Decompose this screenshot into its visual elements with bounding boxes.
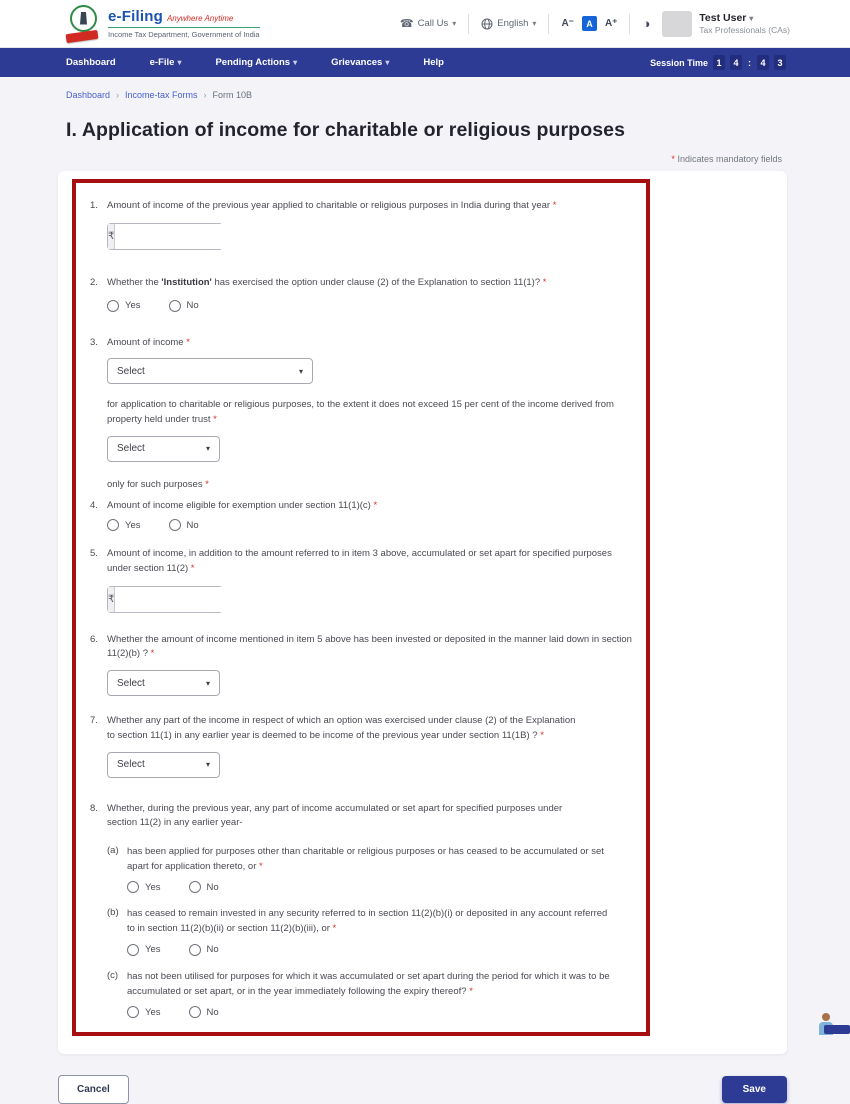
caret-down-icon: ▾ <box>205 760 210 770</box>
form-footer <box>58 1075 787 1104</box>
india-emblem-icon <box>66 5 100 43</box>
font-normal-button[interactable]: A <box>582 16 597 31</box>
nav-efile[interactable]: e-File ▾ <box>149 57 182 68</box>
user-name: Test User ▾ <box>699 11 754 24</box>
chevron-right-icon: › <box>116 90 120 100</box>
question-3-continuation-label: for application to charitable or religious purposes, to the extent it does not exceed 15 per cent of the income derived from property held under trust * <box>107 399 614 426</box>
breadcrumb-dashboard[interactable]: Dashboard <box>66 90 111 100</box>
session-digit: 3 <box>774 55 786 70</box>
caret-down-icon: ▾ <box>205 444 210 454</box>
question-6: 6. Whether the amount of income mentioned in item 5 above has been invested or deposited in the manner laid down in section 11(2)(b) ? * Select ▾ <box>90 633 632 696</box>
caret-down-icon: ▾ <box>749 13 754 23</box>
caret-down-icon: ▾ <box>293 58 298 67</box>
q5-amount-field[interactable] <box>115 587 259 612</box>
question-2-label: Whether the 'Institution' has exercised the option under clause (2) of the Explanation to section 11(1)? * <box>107 276 547 288</box>
caret-down-icon: ▾ <box>452 19 457 28</box>
question-8a-label: has been applied for purposes other than charitable or religious purposes or has ceased to be accumulated or set apart for application thereto, or * <box>127 846 604 872</box>
session-digit: 1 <box>713 55 725 70</box>
q6-select[interactable]: Select ▾ <box>107 670 220 696</box>
question-8: 8. Whether, during the previous year, any part of income accumulated or set apart for specified purposes under section 11(2) in any earlier year- (a) has been applied for purposes other than charitable or religious purposes or has ceased to be accumulated or set apart for application thereto, or * Yes No (b) has ceased to remain invested in any security referred to in section 11(2)(b)(i) or deposited in any account referred to in section 11(2)(b)(ii) or section 11(2)(b)(iii), or * Yes No (c) has not been utilised for purposes for which it was accumulated or set apart during the period for which it was to be accumulated or set apart, or in the year immediately following the expiry thereof? * Yes No <box>90 802 632 1019</box>
question-8a: (a) has been applied for purposes other than charitable or religious purposes or has ceased to be accumulated or set apart for application thereto, or * Yes No <box>107 845 632 893</box>
q2-yes-radio[interactable]: Yes <box>107 300 141 312</box>
rupee-icon: ₹ <box>108 224 115 249</box>
annotation-rectangle <box>72 179 650 1036</box>
question-3-label: Amount of income * <box>107 336 190 348</box>
divider <box>548 14 549 34</box>
call-us-menu[interactable]: ☎ Call Us ▾ <box>399 18 457 30</box>
save-button[interactable]: Save <box>722 1076 787 1103</box>
q8a-yes-radio[interactable]: Yes <box>127 881 161 893</box>
q8c-no-radio[interactable]: No <box>189 1006 219 1018</box>
nav-pending-actions[interactable]: Pending Actions ▾ <box>215 57 298 68</box>
q5-amount-input <box>107 586 223 613</box>
question-4: 4. Amount of income eligible for exemption under section 11(1)(c) * Yes No <box>90 499 632 532</box>
question-6-label: Whether the amount of income mentioned in item 5 above has been invested or deposited in the manner laid down in section 11(2)(b) ? * <box>107 633 632 660</box>
q8b-yes-radio[interactable]: Yes <box>127 944 161 956</box>
caret-down-icon: ▾ <box>298 366 303 376</box>
language-menu[interactable]: English ▾ <box>481 18 536 30</box>
form-card <box>58 171 787 1054</box>
question-8c: (c) has not been utilised for purposes for which it was accumulated or set apart during the period for which it was to be accumulated or set apart, or in the year immediately following the expiry thereof? * Yes No <box>107 970 632 1018</box>
question-1: 1. Amount of income of the previous year applied to charitable or religious purposes in India during that year * ₹ <box>90 199 632 250</box>
q8a-no-radio[interactable]: No <box>189 881 219 893</box>
main-nav <box>0 48 850 77</box>
question-8b-label: has ceased to remain invested in any security referred to in section 11(2)(b)(i) or deposited in any account referred to in section 11(2)(b)(ii) or section 11(2)(b)(iii), or * <box>127 908 608 935</box>
efiling-logo <box>66 5 260 43</box>
q1-amount-input <box>107 223 223 250</box>
divider <box>468 14 469 34</box>
breadcrumb-form-10b: Form 10B <box>212 90 253 100</box>
mandatory-fields-note: * Indicates mandatory fields <box>671 154 782 165</box>
user-menu[interactable] <box>662 11 790 37</box>
question-8-label: Whether, during the previous year, any part of income accumulated or set apart for specified purposes under section 11(2) in any earlier year- <box>107 802 563 829</box>
breadcrumb <box>58 90 788 100</box>
divider <box>629 14 630 34</box>
session-timer: Session Time 1 4 : 4 3 <box>650 55 786 70</box>
cancel-button[interactable]: Cancel <box>58 1075 129 1104</box>
q1-amount-field[interactable] <box>115 224 259 249</box>
nav-help[interactable]: Help <box>423 57 444 68</box>
q4-no-radio[interactable]: No <box>169 519 199 531</box>
question-7-label: Whether any part of the income in respect of which an option was exercised under clause (2) of the Explanation to section 11(1) in any earlier year is deemed to be income of the previous year under section 11(1B) ? * <box>107 715 576 741</box>
chevron-right-icon: › <box>203 90 207 100</box>
session-digit: 4 <box>757 55 769 70</box>
question-7: 7. Whether any part of the income in respect of which an option was exercised under clause (2) of the Explanation to section 11(1) in any earlier year is deemed to be income of the previous year under section 11(1B) ? * Select ▾ <box>90 714 632 777</box>
top-header <box>0 0 850 48</box>
question-2: 2. Whether the 'Institution' has exercised the option under clause (2) of the Explanation to section 11(1)? * Yes No <box>90 276 632 312</box>
breadcrumb-income-tax-forms[interactable]: Income-tax Forms <box>125 90 198 100</box>
question-8b: (b) has ceased to remain invested in any security referred to in section 11(2)(b)(i) or deposited in any account referred to in section 11(2)(b)(ii) or section 11(2)(b)(iii), or * Yes No <box>107 907 632 955</box>
chatbot-widget[interactable] <box>816 1013 836 1037</box>
nav-dashboard[interactable]: Dashboard <box>66 57 116 68</box>
question-4-label: Amount of income eligible for exemption under section 11(1)(c) * <box>107 499 378 511</box>
contrast-toggle-icon[interactable]: ◑ <box>642 16 651 31</box>
question-1-label: Amount of income of the previous year applied to charitable or religious purposes in India during that year * <box>107 200 557 212</box>
globe-icon <box>481 18 493 30</box>
rupee-icon: ₹ <box>108 587 115 612</box>
question-3-tail-label: only for such purposes * <box>107 478 209 490</box>
session-colon: : <box>748 57 751 68</box>
caret-down-icon: ▾ <box>385 58 390 67</box>
user-avatar <box>662 11 692 37</box>
font-decrease-button[interactable]: A⁻ <box>561 18 574 29</box>
q7-select[interactable]: Select ▾ <box>107 752 220 778</box>
brand-subtitle: Income Tax Department, Government of India <box>108 30 260 39</box>
q3-amount-select[interactable]: Select ▾ <box>107 358 313 384</box>
caret-down-icon: ▾ <box>532 19 537 28</box>
q4-yes-radio[interactable]: Yes <box>107 519 141 531</box>
user-role: Tax Professionals (CAs) <box>699 24 790 35</box>
question-8c-label: has not been utilised for purposes for which it was accumulated or set apart during the period for which it was to be accumulated or set apart, or in the year immediately following the expiry thereof? * <box>127 970 610 997</box>
question-3: 3. Amount of income * Select ▾ for application to charitable or religious purposes, to the extent it does not exceed 15 per cent of the income derived from property held under trust * Select ▾ only for such purposes * <box>90 336 632 493</box>
q8c-yes-radio[interactable]: Yes <box>127 1006 161 1018</box>
nav-grievances[interactable]: Grievances ▾ <box>331 57 390 68</box>
session-digit: 4 <box>730 55 742 70</box>
font-increase-button[interactable]: A⁺ <box>604 18 618 29</box>
brand-tagline: Anywhere Anytime <box>166 14 234 23</box>
caret-down-icon: ▾ <box>177 58 182 67</box>
question-5-label: Amount of income, in addition to the amount referred to in item 3 above, accumulated or set apart for specified purposes under section 11(2) * <box>107 548 612 575</box>
brand-name: e-Filing <box>108 8 163 25</box>
chatbot-avatar <box>822 1013 830 1021</box>
caret-down-icon: ▾ <box>205 678 210 688</box>
q3-purpose-select[interactable]: Select ▾ <box>107 436 220 462</box>
font-size-controls <box>561 16 617 31</box>
chatbot-label-tag <box>824 1025 850 1034</box>
q8b-no-radio[interactable]: No <box>189 944 219 956</box>
q2-no-radio[interactable]: No <box>169 300 199 312</box>
page-title: I. Application of income for charitable or religious purposes <box>66 119 626 141</box>
question-5: 5. Amount of income, in addition to the amount referred to in item 3 above, accumulated or set apart for specified purposes under section 11(2) * ₹ <box>90 547 632 612</box>
phone-icon: ☎ <box>399 18 414 30</box>
